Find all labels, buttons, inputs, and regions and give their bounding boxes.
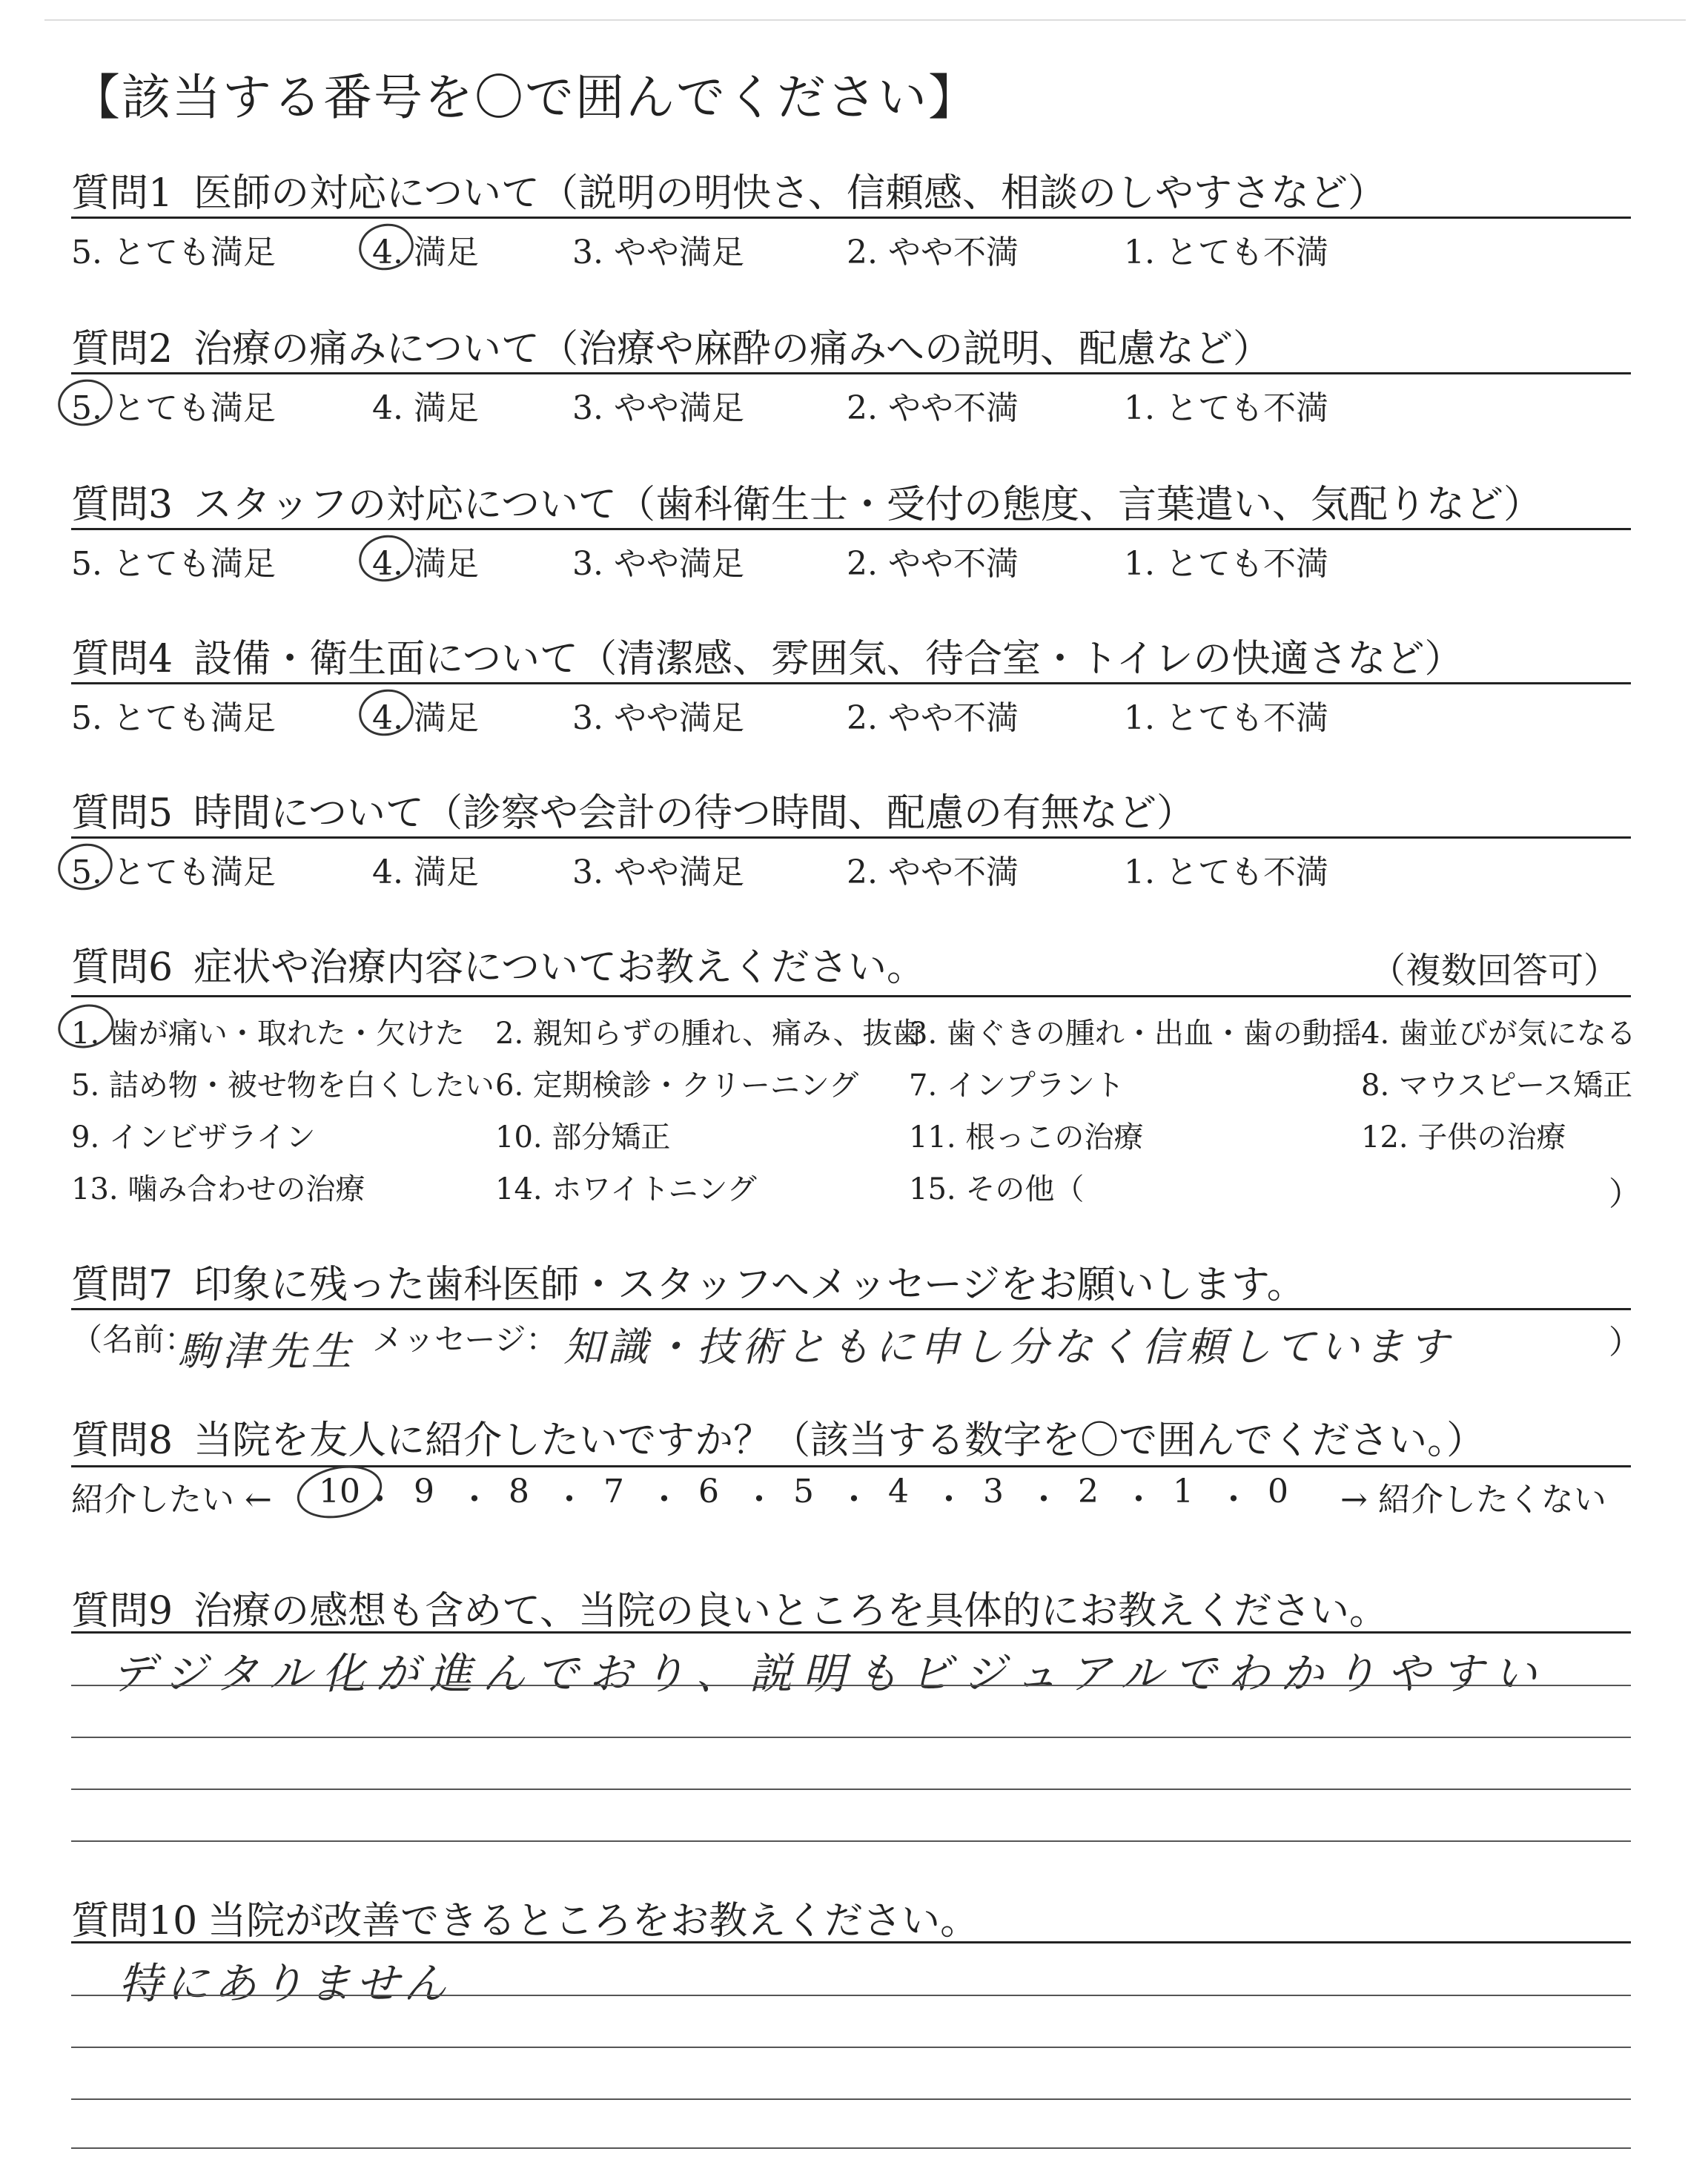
- question-7-title: [71, 1253, 1305, 1309]
- question-3-option-2[interactable]: 2. やや不満: [847, 545, 1019, 583]
- question-3-rule: [71, 528, 1631, 530]
- q8-scale-6[interactable]: 6: [698, 1473, 719, 1510]
- q9-answer-handwritten[interactable]: デジタル化が進んでおり、説明もビジュアルでわかりやすい: [111, 1648, 1548, 1699]
- q7-message-handwritten[interactable]: 知識・技術ともに申し分なく信頼しています: [563, 1324, 1453, 1370]
- q6-item-14[interactable]: 14. ホワイトニング: [495, 1172, 757, 1206]
- q6-item-1[interactable]: 1. 歯が痛い・取れた・欠けた: [71, 1017, 465, 1051]
- question-2-option-5[interactable]: 5. とても満足: [71, 389, 276, 427]
- question-4-option-3[interactable]: 3. やや満足: [572, 699, 744, 737]
- question-1-option-4[interactable]: 4. 満足: [372, 234, 479, 271]
- question-10-number: 質問10: [71, 1899, 198, 1943]
- question-2-option-1[interactable]: 1. とても不満: [1124, 389, 1328, 427]
- q6-item-12[interactable]: 12. 子供の治療: [1361, 1120, 1566, 1155]
- question-9-number: 質問9: [71, 1589, 173, 1634]
- question-5-option-5[interactable]: 5. とても満足: [71, 853, 276, 891]
- question-3-text: スタッフの対応について（歯科衛生士・受付の態度、言葉遣い、気配りなど）: [193, 483, 1543, 527]
- question-4-option-2[interactable]: 2. やや不満: [847, 699, 1019, 737]
- question-6-title: [71, 936, 925, 991]
- question-2-option-4[interactable]: 4. 満足: [372, 389, 479, 427]
- q6-item-6[interactable]: 6. 定期検診・クリーニング: [495, 1069, 859, 1103]
- question-4-title: [71, 627, 1463, 683]
- q8-scale-dot: ・: [838, 1481, 870, 1519]
- q8-scale-dot: ・: [933, 1481, 965, 1519]
- q6-item-11[interactable]: 11. 根っこの治療: [909, 1120, 1144, 1155]
- question-6-text: 症状や治療内容についてお教えください。: [193, 945, 926, 990]
- question-5-option-1[interactable]: 1. とても不満: [1124, 853, 1328, 891]
- question-1-option-1[interactable]: 1. とても不満: [1124, 234, 1328, 271]
- q8-scale-2[interactable]: 2: [1078, 1473, 1099, 1510]
- question-4-option-5[interactable]: 5. とても満足: [71, 699, 276, 737]
- q6-item-2[interactable]: 2. 親知らずの腫れ、痛み、抜歯: [495, 1017, 922, 1051]
- q8-scale-dot: ・: [1027, 1481, 1060, 1519]
- q9-answer-line-4: [71, 1840, 1631, 1842]
- question-8-number: 質問8: [71, 1418, 173, 1463]
- question-3-option-4[interactable]: 4. 満足: [372, 545, 479, 583]
- question-1-rule: [71, 217, 1631, 219]
- question-3-option-5[interactable]: 5. とても満足: [71, 545, 276, 583]
- question-2-option-2[interactable]: 2. やや不満: [847, 389, 1019, 427]
- question-3-number: 質問3: [71, 483, 173, 527]
- question-3-title: [71, 473, 1542, 529]
- q8-scale-dot: ・: [648, 1481, 681, 1519]
- q9-answer-line-1: [71, 1685, 1631, 1686]
- q8-scale-3[interactable]: 3: [983, 1473, 1004, 1510]
- q8-left-label: 紹介したい ←: [71, 1481, 272, 1519]
- q6-item-7[interactable]: 7. インプラント: [909, 1069, 1125, 1103]
- q8-scale-5[interactable]: 5: [793, 1473, 814, 1510]
- question-9-text: 治療の感想も含めて、当院の良いところを具体的にお教えください。: [193, 1589, 1388, 1634]
- q8-scale-dot: ・: [743, 1481, 775, 1519]
- question-5-title: [71, 782, 1195, 837]
- question-5-rule: [71, 836, 1631, 839]
- question-5-option-2[interactable]: 2. やや不満: [847, 853, 1019, 891]
- q10-answer-line-4: [71, 2147, 1631, 2149]
- question-2-option-3[interactable]: 3. やや満足: [572, 389, 744, 427]
- question-7-text: 印象に残った歯科医師・スタッフへメッセージをお願いします。: [193, 1263, 1305, 1307]
- q8-scale-0[interactable]: 0: [1268, 1473, 1288, 1510]
- question-5-number: 質問5: [71, 791, 173, 836]
- q10-answer-handwritten[interactable]: 特にありません: [119, 1958, 451, 2009]
- question-5-text: 時間について（診察や会計の待つ時間、配慮の有無など）: [193, 791, 1196, 836]
- question-3-option-3[interactable]: 3. やや満足: [572, 545, 744, 583]
- q6-item-4[interactable]: 4. 歯並びが気になる: [1361, 1017, 1636, 1051]
- question-9-rule: [71, 1631, 1631, 1634]
- q10-answer-line-3: [71, 2098, 1631, 2100]
- q8-scale-dot: ・: [363, 1481, 396, 1519]
- question-4-text: 設備・衛生面について（清潔感、雰囲気、待合室・トイレの快適さなど）: [193, 637, 1463, 681]
- q8-scale-10[interactable]: 10: [319, 1473, 360, 1510]
- q8-right-label: → 紹介したくない: [1340, 1481, 1606, 1519]
- q6-other-close-paren: ）: [1609, 1175, 1641, 1213]
- question-1-option-5[interactable]: 5. とても満足: [71, 234, 276, 271]
- question-6-number: 質問6: [71, 945, 173, 990]
- question-1-text: 医師の対応について（説明の明快さ、信頼感、相談のしやすさなど）: [193, 171, 1386, 216]
- q7-name-handwritten[interactable]: 駒津先生: [178, 1328, 356, 1375]
- q6-item-3[interactable]: 3. 歯ぐきの腫れ・出血・歯の動揺: [909, 1017, 1362, 1051]
- q6-item-13[interactable]: 13. 噛み合わせの治療: [71, 1172, 365, 1206]
- question-6-multiple-note: （複数回答可）: [1370, 950, 1620, 991]
- question-2-number: 質問2: [71, 327, 173, 371]
- q6-item-15[interactable]: 15. その他（: [909, 1172, 1085, 1206]
- q8-scale-dot: ・: [553, 1481, 586, 1519]
- q6-item-10[interactable]: 10. 部分矯正: [495, 1120, 671, 1155]
- question-2-title: [71, 317, 1271, 373]
- question-10-text: 当院が改善できるところをお教えください。: [208, 1899, 979, 1943]
- question-1-title: [71, 162, 1386, 217]
- q8-scale-1[interactable]: 1: [1173, 1473, 1194, 1510]
- q8-scale-dot: ・: [1217, 1481, 1250, 1519]
- q9-answer-line-3: [71, 1789, 1631, 1790]
- q8-scale-dot: ・: [1122, 1481, 1155, 1519]
- question-2-text: 治療の痛みについて（治療や麻酔の痛みへの説明、配慮など）: [193, 327, 1272, 371]
- q7-close-paren: ）: [1609, 1324, 1641, 1361]
- q6-item-5[interactable]: 5. 詰め物・被せ物を白くしたい: [71, 1069, 494, 1103]
- q8-scale-7[interactable]: 7: [603, 1473, 624, 1510]
- question-4-option-4[interactable]: 4. 満足: [372, 699, 479, 737]
- question-4-option-1[interactable]: 1. とても不満: [1124, 699, 1328, 737]
- q6-item-8[interactable]: 8. マウスピース矯正: [1361, 1069, 1633, 1103]
- question-1-option-2[interactable]: 2. やや不満: [847, 234, 1019, 271]
- question-9-title: [71, 1579, 1388, 1635]
- q10-answer-line-1: [71, 1995, 1631, 1996]
- question-1-number: 質問1: [71, 171, 173, 216]
- question-8-text: 当院を友人に紹介したいですか？（該当する数字を〇で囲んでください。）: [193, 1418, 1486, 1463]
- page-heading: 【該当する番号を〇で囲んでください】: [71, 69, 979, 126]
- question-8-rule: [71, 1465, 1631, 1467]
- q8-scale-8[interactable]: 8: [509, 1473, 529, 1510]
- q6-item-9[interactable]: 9. インビザライン: [71, 1120, 316, 1155]
- q9-answer-line-2: [71, 1737, 1631, 1738]
- question-6-rule: [71, 995, 1631, 997]
- question-1-option-3[interactable]: 3. やや満足: [572, 234, 744, 271]
- question-2-rule: [71, 372, 1631, 374]
- question-4-rule: [71, 682, 1631, 684]
- q7-message-label: メッセージ：: [372, 1321, 557, 1358]
- question-5-option-4[interactable]: 4. 満足: [372, 853, 479, 891]
- page-top-border: [44, 19, 1686, 21]
- q10-answer-line-2: [71, 2047, 1631, 2048]
- question-5-option-3[interactable]: 3. やや満足: [572, 853, 744, 891]
- question-4-number: 質問4: [71, 637, 173, 681]
- question-10-title: [71, 1889, 979, 1945]
- question-8-title: [71, 1409, 1485, 1464]
- q8-scale-4[interactable]: 4: [888, 1473, 909, 1510]
- q8-scale-9[interactable]: 9: [414, 1473, 434, 1510]
- question-7-rule: [71, 1308, 1631, 1310]
- q7-name-label: （名前：: [71, 1321, 196, 1358]
- question-10-rule: [71, 1941, 1631, 1943]
- q8-scale-dot: ・: [458, 1481, 491, 1519]
- question-3-option-1[interactable]: 1. とても不満: [1124, 545, 1328, 583]
- question-7-number: 質問7: [71, 1263, 173, 1307]
